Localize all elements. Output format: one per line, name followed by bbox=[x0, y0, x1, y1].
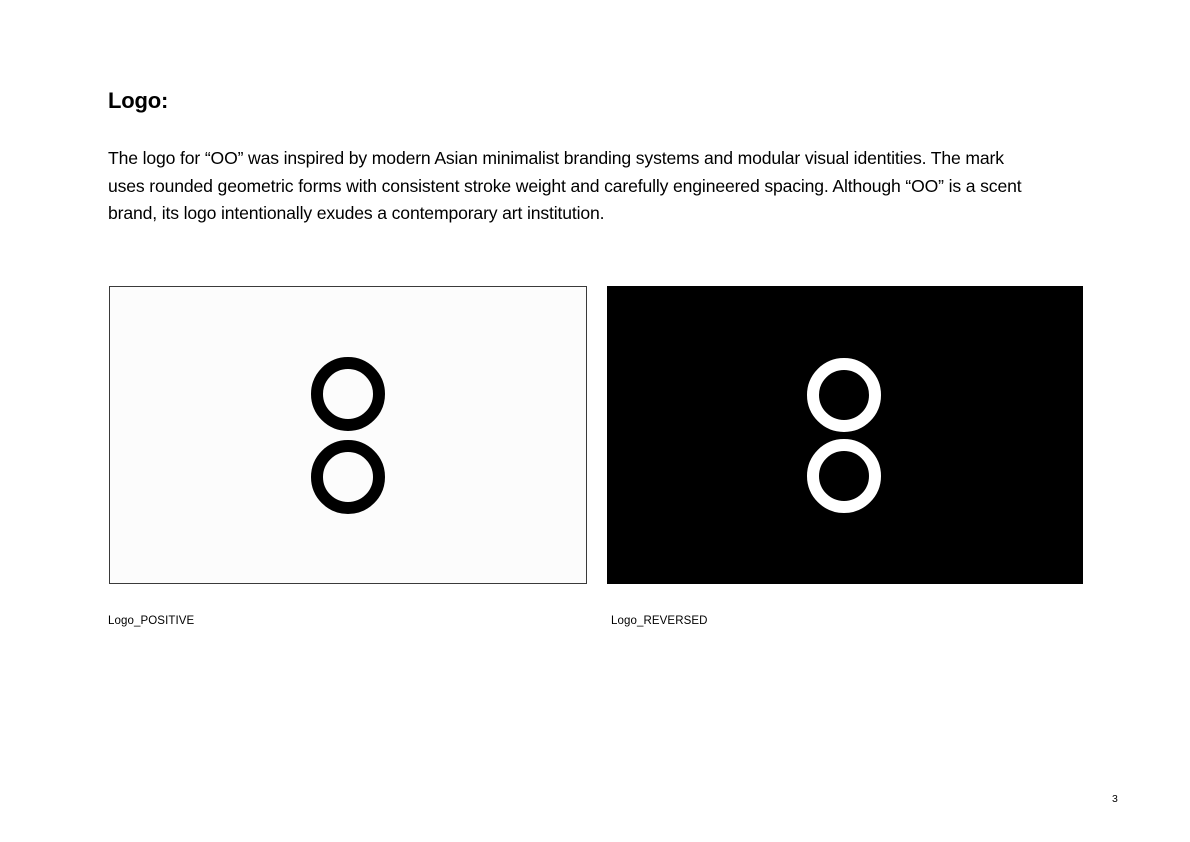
logo-ring-top bbox=[317, 363, 379, 425]
logo-ring-top bbox=[813, 364, 875, 426]
logo-ring-bottom bbox=[813, 445, 875, 507]
page-heading: Logo: bbox=[108, 88, 169, 113]
body-line: The logo for “OO” was inspired by modern Asian minimalist branding systems and modular visual identities. The mark bbox=[108, 148, 1004, 168]
logo-ring-bottom bbox=[317, 446, 379, 508]
page-number: 3 bbox=[1112, 793, 1118, 805]
body-line: uses rounded geometric forms with consistent stroke weight and carefully engineered spacing. Although “OO” is a scent bbox=[108, 175, 1022, 196]
logo-positive-mark bbox=[110, 287, 586, 583]
body-paragraph bbox=[108, 145, 1108, 228]
logo-reversed-mark bbox=[607, 286, 1083, 584]
logo-reversed-panel bbox=[607, 286, 1083, 584]
body-line: brand, its logo intentionally exudes a contemporary art institution. bbox=[108, 203, 605, 223]
caption-logo-positive: Logo_POSITIVE bbox=[108, 615, 195, 627]
logo-positive-panel bbox=[109, 286, 587, 584]
caption-logo-reversed: Logo_REVERSED bbox=[611, 615, 708, 627]
